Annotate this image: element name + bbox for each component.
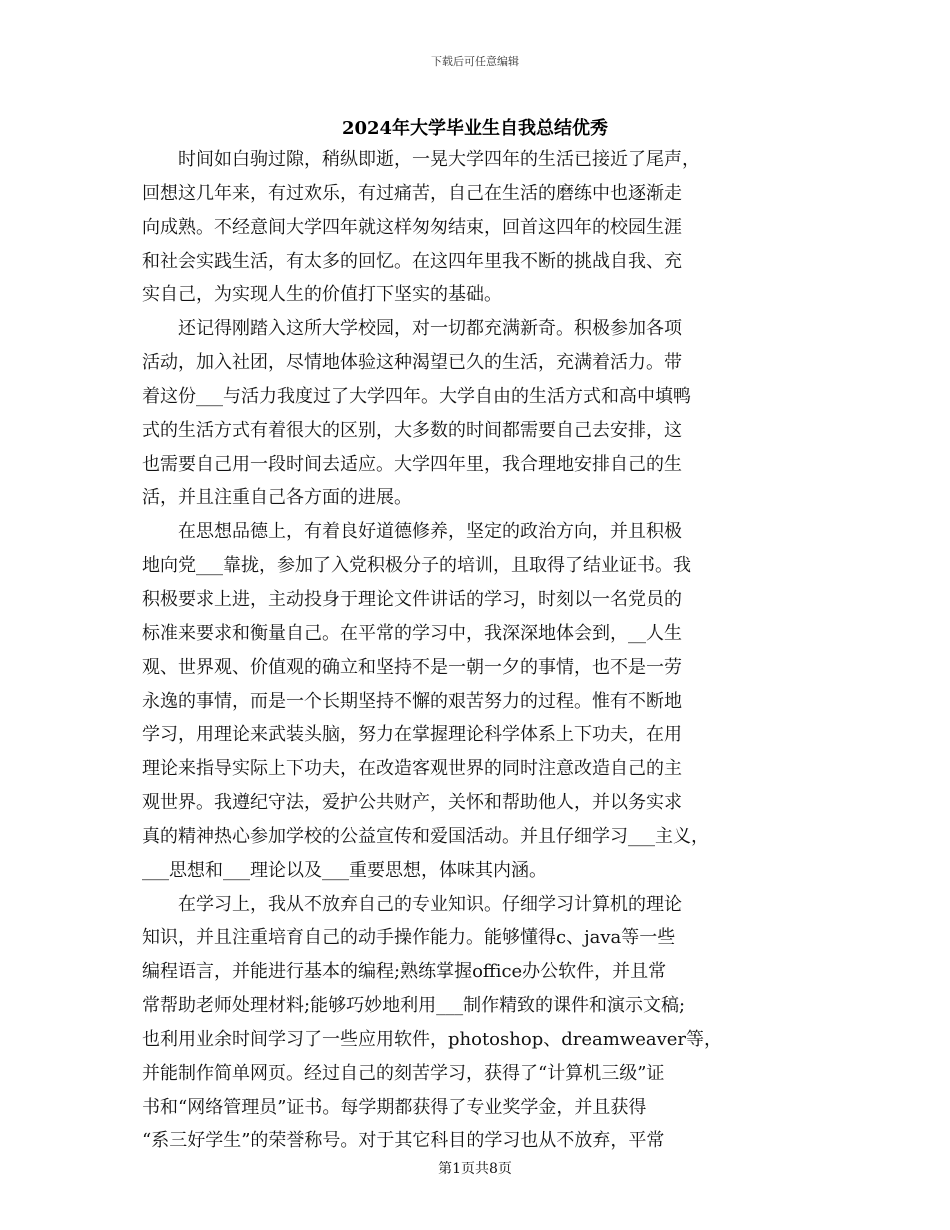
text-line: 式的生活方式有着很大的区别，大多数的时间都需要自己去安排，这	[142, 419, 682, 441]
text-line: 知识，并且注重培育自己的动手操作能力。能够懂得c、java等一些	[142, 927, 676, 949]
header-note: 下载后可任意编辑	[431, 55, 519, 68]
text-line: 时间如白驹过隙，稍纵即逝，一晃大学四年的生活已接近了尾声，	[142, 149, 700, 170]
text-line: 也利用业余时间学习了一些应用软件，photoshop、dreamweaver等，	[142, 1028, 723, 1050]
text-line: 理论来指导实际上下功夫，在改造客观世界的同时注意改造自己的主	[142, 758, 682, 780]
text-line: ___思想和___理论以及___重要思想，体味其内涵。	[142, 859, 547, 881]
document-title: 2024年大学毕业生自我总结优秀	[341, 118, 609, 139]
text-line: 真的精神热心参加学校的公益宣传和爱国活动。并且仔细学习___主义，	[142, 825, 709, 847]
text-line: 常帮助老师处理材料;能够巧妙地利用___制作精致的课件和演示文稿;	[142, 995, 686, 1017]
text-line: 活，并且注重自己各方面的进展。	[142, 487, 412, 509]
text-line: 在学习上，我从不放弃自己的专业知识。仔细学习计算机的理论	[142, 893, 682, 915]
text-line: 实自己，为实现人生的价值打下坚实的基础。	[142, 284, 502, 306]
text-line: “系三好学生”的荣誉称号。对于其它科目的学习也从不放弃，平常	[142, 1130, 665, 1152]
text-line: 向成熟。不经意间大学四年就这样匆匆结束，回首这四年的校园生涯	[142, 216, 682, 238]
text-line: 着这份___与活力我度过了大学四年。大学自由的生活方式和高中填鸭	[142, 385, 691, 407]
page-number: 第1页共8页	[438, 1161, 512, 1177]
text-line: 还记得刚踏入这所大学校园，对一切都充满新奇。积极参加各项	[142, 318, 682, 340]
text-line: 积极要求上进，主动投身于理论文件讲话的学习，时刻以一名党员的	[142, 588, 682, 610]
document-body	[142, 143, 802, 1158]
text-line: 也需要自己用一段时间去适应。大学四年里，我合理地安排自己的生	[142, 453, 682, 475]
text-line: 标准来要求和衡量自己。在平常的学习中，我深深地体会到，__人生	[142, 622, 682, 644]
text-line: 永逸的事情，而是一个长期坚持不懈的艰苦努力的过程。惟有不断地	[142, 690, 682, 712]
text-line: 书和“网络管理员”证书。每学期都获得了专业奖学金，并且获得	[142, 1096, 647, 1118]
text-line: 观、世界观、价值观的确立和坚持不是一朝一夕的事情，也不是一劳	[142, 656, 682, 678]
text-line: 回想这几年来，有过欢乐，有过痛苦，自己在生活的磨练中也逐渐走	[142, 182, 682, 204]
text-line: 学习，用理论来武装头脑，努力在掌握理论科学体系上下功夫，在用	[142, 724, 682, 746]
text-line: 地向党___靠拢，参加了入党积极分子的培训，且取得了结业证书。我	[142, 555, 691, 577]
text-line: 编程语言，并能进行基本的编程;熟练掌握office办公软件，并且常	[142, 961, 667, 983]
text-line: 在思想品德上，有着良好道德修养，坚定的政治方向，并且积极	[142, 521, 682, 543]
text-line: 活动，加入社团，尽情地体验这种渴望已久的生活，充满着活力。带	[142, 352, 682, 374]
text-line: 观世界。我遵纪守法，爱护公共财产，关怀和帮助他人，并以务实求	[142, 792, 682, 814]
text-line: 和社会实践生活，有太多的回忆。在这四年里我不断的挑战自我、充	[142, 250, 682, 272]
text-line: 并能制作简单网页。经过自己的刻苦学习，获得了“计算机三级”证	[142, 1062, 665, 1084]
